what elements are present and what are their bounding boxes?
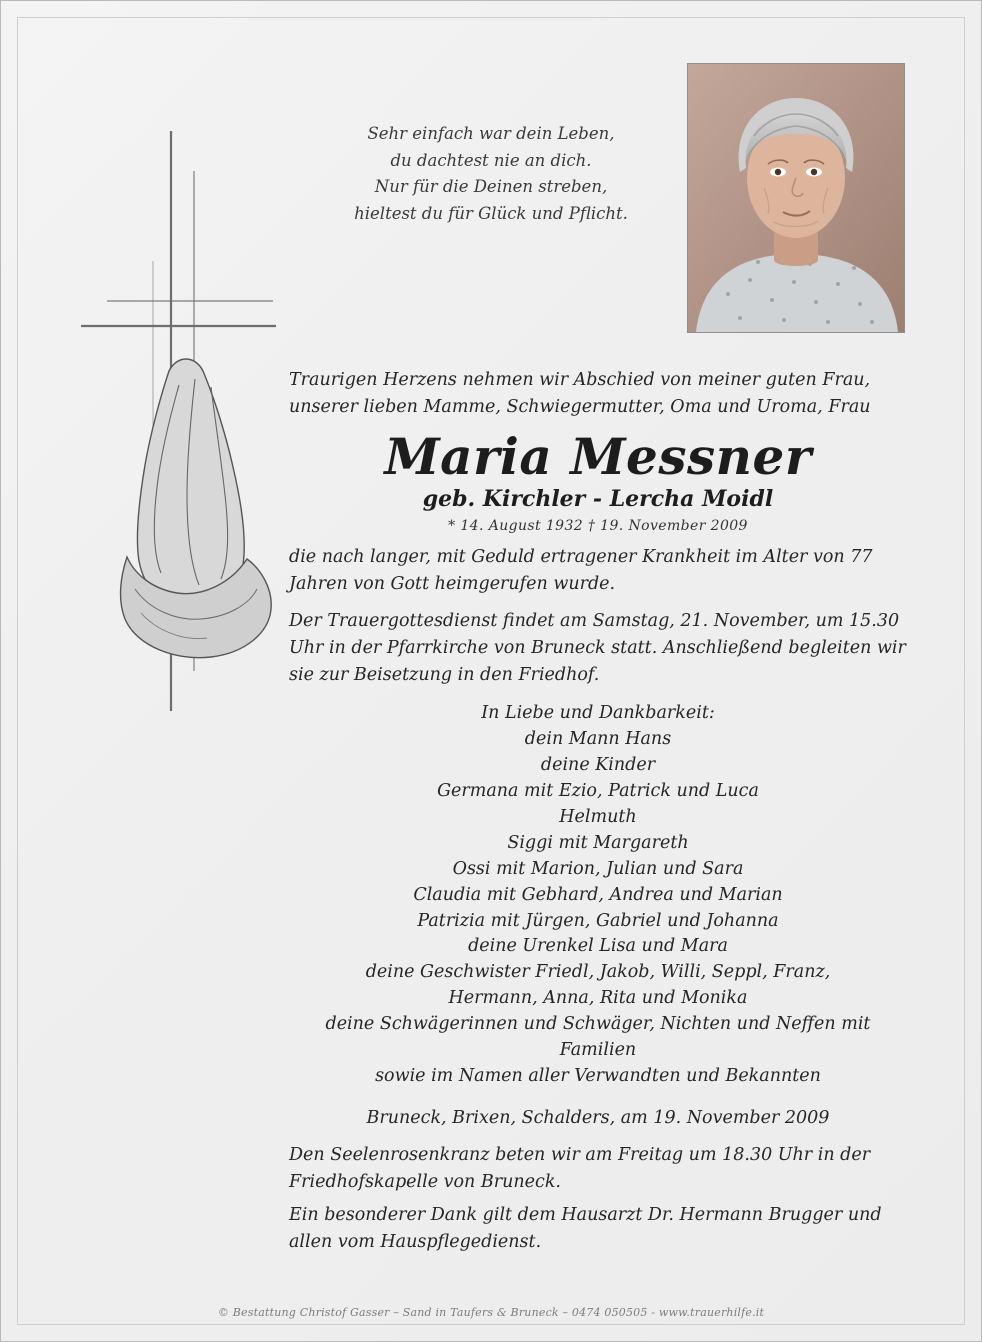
portrait-photo [687,63,905,333]
list-item: Ossi mit Marion, Julian und Sara [452,858,744,879]
list-item: Helmuth [559,806,637,827]
thanks-paragraph: Ein besonderer Dank gilt dem Hausarzt Dr. Hermann Brugger und allen vom Hauspflegedienst. [289,1204,882,1253]
mourners-list [289,701,907,1089]
deceased-name: Maria Messner [384,427,812,487]
service-paragraph: Der Trauergottesdienst findet am Samstag, 21. November, um 15.30 Uhr in der Pfarrkirche von Bruneck statt. Anschließend begleiten wir sie zur Beisetzung in den Friedhof. [289,611,906,686]
place-and-date: Bruneck, Brixen, Schalders, am 19. November 2009 [366,1107,830,1128]
verse-line: Sehr einfach war dein Leben, [367,124,615,143]
rosary-paragraph: Den Seelenrosenkranz beten wir am Freitag um 18.30 Uhr in der Friedhofskapelle von Bruneck. [289,1144,871,1192]
list-item: deine Kinder [540,755,656,776]
mourners-heading: In Liebe und Dankbarkeit: [481,703,715,724]
list-item: deine Schwägerinnen und Schwäger, Nichten und Neffen mit Familien [325,1014,871,1060]
praying-hands-icon [121,359,272,658]
obituary-body [289,367,907,1262]
list-item: Claudia mit Gebhard, Andrea und Marian [413,884,783,905]
list-item: Hermann, Anna, Rita und Monika [448,988,748,1009]
maiden-name: geb. Kirchler - Lercha Moidl [422,485,774,512]
footer-credit: © Bestattung Christof Gasser – Sand in Taufers & Bruneck – 0474 050505 - www.trauerhilfe.it [217,1306,765,1319]
list-item: deine Geschwister Friedl, Jakob, Willi, Seppl, Franz, [365,962,831,983]
list-item: Siggi mit Margareth [507,832,689,853]
memorial-verse [301,121,681,228]
list-item: deine Urenkel Lisa und Mara [468,936,728,957]
verse-line: du dachtest nie an dich. [390,150,592,170]
ornament-group [61,111,301,751]
intro-text: Traurigen Herzens nehmen wir Abschied von meiner guten Frau, unserer lieben Mamme, Schwiegermutter, Oma und Uroma, Frau [289,370,871,418]
list-item: Patrizia mit Jürgen, Gabriel und Johanna [417,910,779,931]
verse-line: Nur für die Deinen streben, [374,177,608,197]
age-paragraph: die nach langer, mit Geduld ertragener Krankheit im Alter von 77 Jahren von Gott heimgerufen wurde. [289,546,873,594]
verse-line: hieltest du für Glück und Pflicht. [354,204,628,224]
list-item: Germana mit Ezio, Patrick und Luca [437,781,759,802]
list-item: sowie im Namen aller Verwandten und Bekannten [375,1065,821,1086]
list-item: dein Mann Hans [524,729,672,750]
birth-death-dates: * 14. August 1932 † 19. November 2009 [448,517,748,534]
